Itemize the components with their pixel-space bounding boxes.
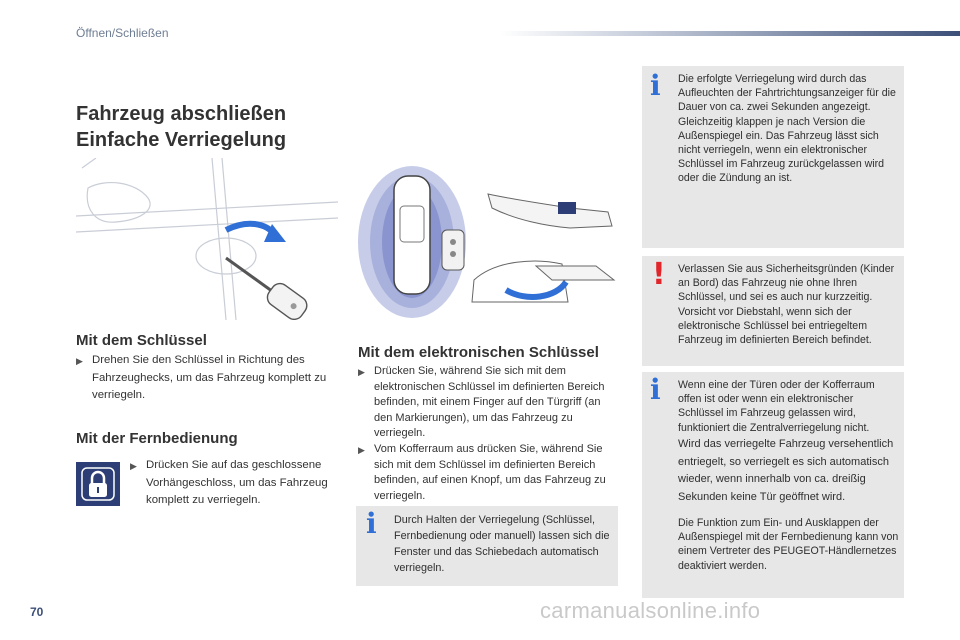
info-text-1: Wenn eine der Türen oder der Kofferraum offen ist oder wenn ein elektronischer Schlüssel im Fahrzeug gelassen wird, funktioniert die Zentralverriegelung nicht. — [678, 379, 875, 434]
list-item — [358, 442, 620, 504]
info-icon: i — [650, 373, 661, 406]
remote-heading: Mit der Fernbedienung — [76, 430, 238, 447]
page-title-line2: Einfache Verriegelung — [76, 129, 287, 151]
list-item-text: Vom Kofferraum aus drücken Sie, während Sie sich mit dem Schlüssel im definierten Bereich befinden, auf einen Knopf, um das Fahrzeug zu verriegeln. — [374, 442, 606, 502]
header-divider — [500, 31, 960, 36]
info-box-lock-confirmation — [642, 66, 904, 248]
warning-icon: ! — [652, 257, 666, 292]
remote-list — [130, 457, 340, 510]
electronic-key-list — [358, 364, 620, 504]
bullet-icon: ▶ — [130, 461, 137, 471]
info-icon: i — [650, 69, 661, 102]
list-item-text: Drücken Sie, während Sie sich mit dem elektronischen Schlüssel im definierten Bereich befinden, mit einem Finger auf den Türgriff (an den Markierungen), um das Fahrzeug zu verriegeln. — [374, 365, 605, 440]
page-title — [76, 101, 286, 153]
warning-box — [642, 256, 904, 366]
bullet-icon: ▶ — [358, 367, 365, 377]
page-number: 70 — [30, 605, 44, 619]
lock-button-image — [76, 462, 120, 506]
list-item — [130, 457, 340, 510]
section-header: Öffnen/Schließen — [76, 26, 169, 40]
info-icon: i — [366, 507, 377, 540]
list-item-text: Drücken Sie auf das geschlossene Vorhängeschloss, um das Fahrzeug komplett zu verriegeln. — [146, 459, 328, 506]
padlock-icon — [76, 462, 120, 506]
electronic-key-heading: Mit dem elektronischen Schlüssel — [358, 344, 599, 361]
list-item-text: Drehen Sie den Schlüssel in Richtung des Fahrzeughecks, um das Fahrzeug komplett zu verriegeln. — [92, 354, 327, 401]
info-box-window-locking — [356, 506, 618, 586]
info-text: Die erfolgte Verriegelung wird durch das Aufleuchten der Fahrtrichtungsanzeiger für die Dauer von ca. zwei Sekunden angezeigt. Gleichzeitig klappen je nach Version die Außenspiegel ein. Das Fahrzeug lässt sich nicht verriegeln, wenn ein elektronischer Schlüssel im Fahrzeug zurückgelassen wird oder die Zündung an ist. — [678, 73, 896, 185]
list-item — [358, 364, 620, 442]
bullet-icon: ▶ — [76, 356, 83, 366]
electronic-key-zone-illustration — [356, 162, 618, 320]
key-in-lock-illustration — [76, 158, 338, 320]
info-box-central-locking — [642, 372, 904, 598]
info-text-2: Wird das verriegelte Fahrzeug versehentlich entriegelt, so verriegelt es sich automatisch wieder, wenn innerhalb von ca. dreißig Sekunden keine Tür geöffnet wird. — [678, 438, 894, 503]
info-text-3: Die Funktion zum Ein- und Ausklappen der Außenspiegel mit der Fernbedienung kann von einem Vertreter des PEUGEOT-Händlernetzes deaktiviert werden. — [678, 517, 899, 572]
key-list — [76, 352, 342, 405]
list-item — [76, 352, 342, 405]
warning-text: Verlassen Sie aus Sicherheitsgründen (Kinder an Bord) das Fahrzeug nie ohne Ihren Schlüssel, und sei es auch nur kurzzeitig. Vorsicht vor Diebstahl, wenn sich der elektronische Schlüssel bei entriegeltem Fahrzeug im definierten Bereich befindet. — [678, 263, 895, 347]
watermark: carmanualsonline.info — [540, 598, 761, 623]
bullet-icon: ▶ — [358, 444, 365, 455]
info-text: Durch Halten der Verriegelung (Schlüssel, Fernbedienung oder manuell) lassen sich die Fenster und das Schiebedach automatisch verriegeln. — [394, 514, 610, 574]
key-heading: Mit dem Schlüssel — [76, 332, 207, 349]
page-title-line1: Fahrzeug abschließen — [76, 103, 287, 125]
